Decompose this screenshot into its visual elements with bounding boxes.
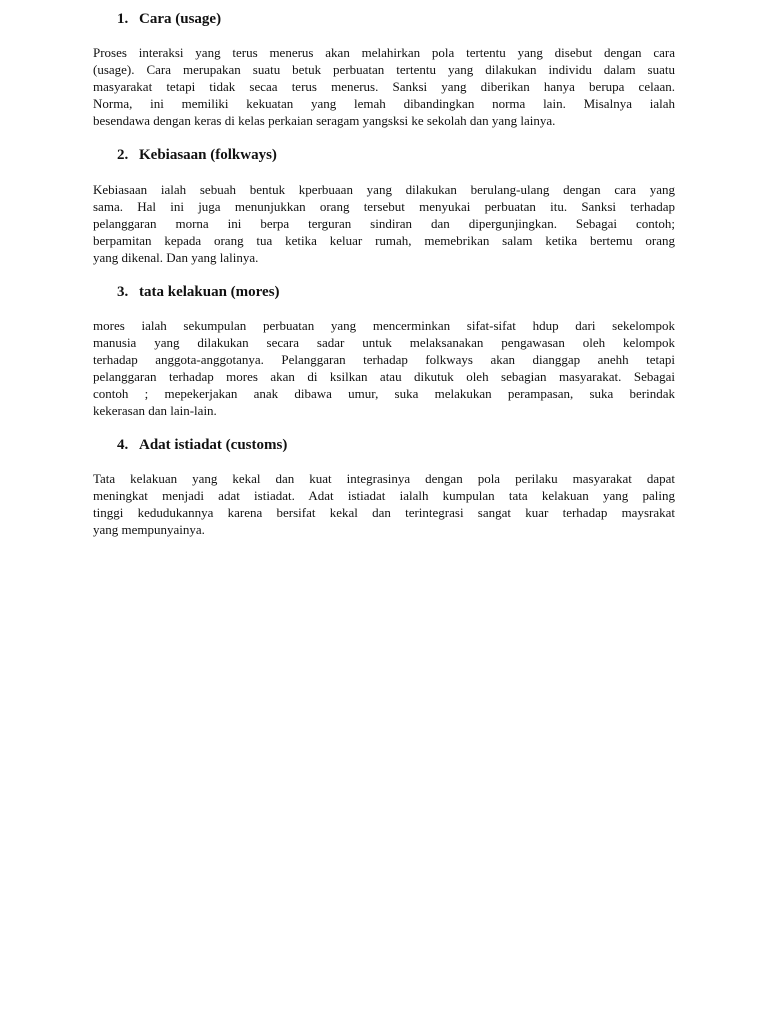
paragraph-line: terhadap anggota-anggotanya. Pelanggaran terhadap folkways akan dianggap anehh tetapi (93, 352, 675, 367)
paragraph-line: Tata kelakuan yang kekal dan kuat integrasinya dengan pola perilaku masyarakat dapat (93, 471, 675, 486)
paragraph-line: besendawa dengan keras di kelas perkaian seragam yangsksi ke sekolah dan yang lainya. (93, 113, 556, 128)
section-paragraph (93, 181, 675, 266)
section-number: 4. (117, 437, 129, 453)
paragraph-line: masyarakat tetapi tidak secaa terus menerus. Sanksi yang diberikan hanya berupa celaan. (93, 79, 675, 94)
paragraph-line: Proses interaksi yang terus menerus akan melahirkan pola tertentu yang disebut dengan cara (93, 45, 675, 60)
paragraph-line: yang mempunyainya. (93, 522, 205, 537)
paragraph-line: sama. Hal ini juga menunjukkan orang tersebut menyukai perbuatan itu. Sanksi terhadap (93, 199, 675, 214)
section-kebiasaan (93, 146, 675, 266)
section-tata-kelakuan (93, 283, 675, 419)
section-title: Adat istiadat (customs) (139, 437, 288, 453)
section-cara (93, 10, 675, 129)
paragraph-line: manusia yang dilakukan secara sadar untuk melaksanakan pengawasan oleh kelompok (93, 335, 675, 350)
section-adat-istiadat (93, 436, 675, 538)
paragraph-line: Kebiasaan ialah sebuah bentuk kperbuaan yang dilakukan berulang-ulang dengan cara yang (93, 182, 675, 197)
paragraph-line: kekerasan dan lain-lain. (93, 403, 217, 418)
section-title: Cara (usage) (139, 11, 222, 27)
section-paragraph (93, 470, 675, 538)
section-heading (93, 10, 675, 28)
section-heading (93, 146, 675, 164)
section-number: 2. (117, 147, 129, 163)
section-heading (93, 436, 675, 454)
paragraph-line: meningkat menjadi adat istiadat. Adat istiadat ialalh kumpulan tata kelakuan yang paling (93, 488, 675, 503)
section-title: Kebiasaan (folkways) (139, 147, 277, 163)
paragraph-line: berpamitan kepada orang tua ketika keluar rumah, memebrikan salam ketika bertemu orang (93, 233, 675, 248)
section-paragraph (93, 44, 675, 129)
paragraph-line: pelanggaran morna ini berpa terguran sindiran dan dipergunjingkan. Sebagai contoh; (93, 216, 675, 231)
paragraph-line: contoh ; mepekerjakan anak dibawa umur, suka melakukan perampasan, suka berindak (93, 386, 675, 401)
section-title: tata kelakuan (mores) (139, 284, 280, 300)
paragraph-line: yang dikenal. Dan yang lalinya. (93, 250, 259, 265)
section-number: 3. (117, 284, 129, 300)
paragraph-line: mores ialah sekumpulan perbuatan yang mencerminkan sifat-sifat hdup dari sekelompok (93, 318, 675, 333)
paragraph-line: tinggi kedudukannya karena bersifat kekal dan terintegrasi sangat kuar terhadap maysrakat (93, 505, 675, 520)
paragraph-line: (usage). Cara merupakan suatu betuk perbuatan tertentu yang dilakukan individu dalam suatu (93, 62, 675, 77)
section-paragraph (93, 317, 675, 419)
section-number: 1. (117, 11, 129, 27)
section-heading (93, 283, 675, 301)
paragraph-line: Norma, ini memiliki kekuatan yang lemah dibandingkan norma lain. Misalnya ialah (93, 96, 675, 111)
paragraph-line: pelanggaran terhadap mores akan di ksilkan atau dikutuk oleh sebagian masyarakat. Sebagai (93, 369, 675, 384)
